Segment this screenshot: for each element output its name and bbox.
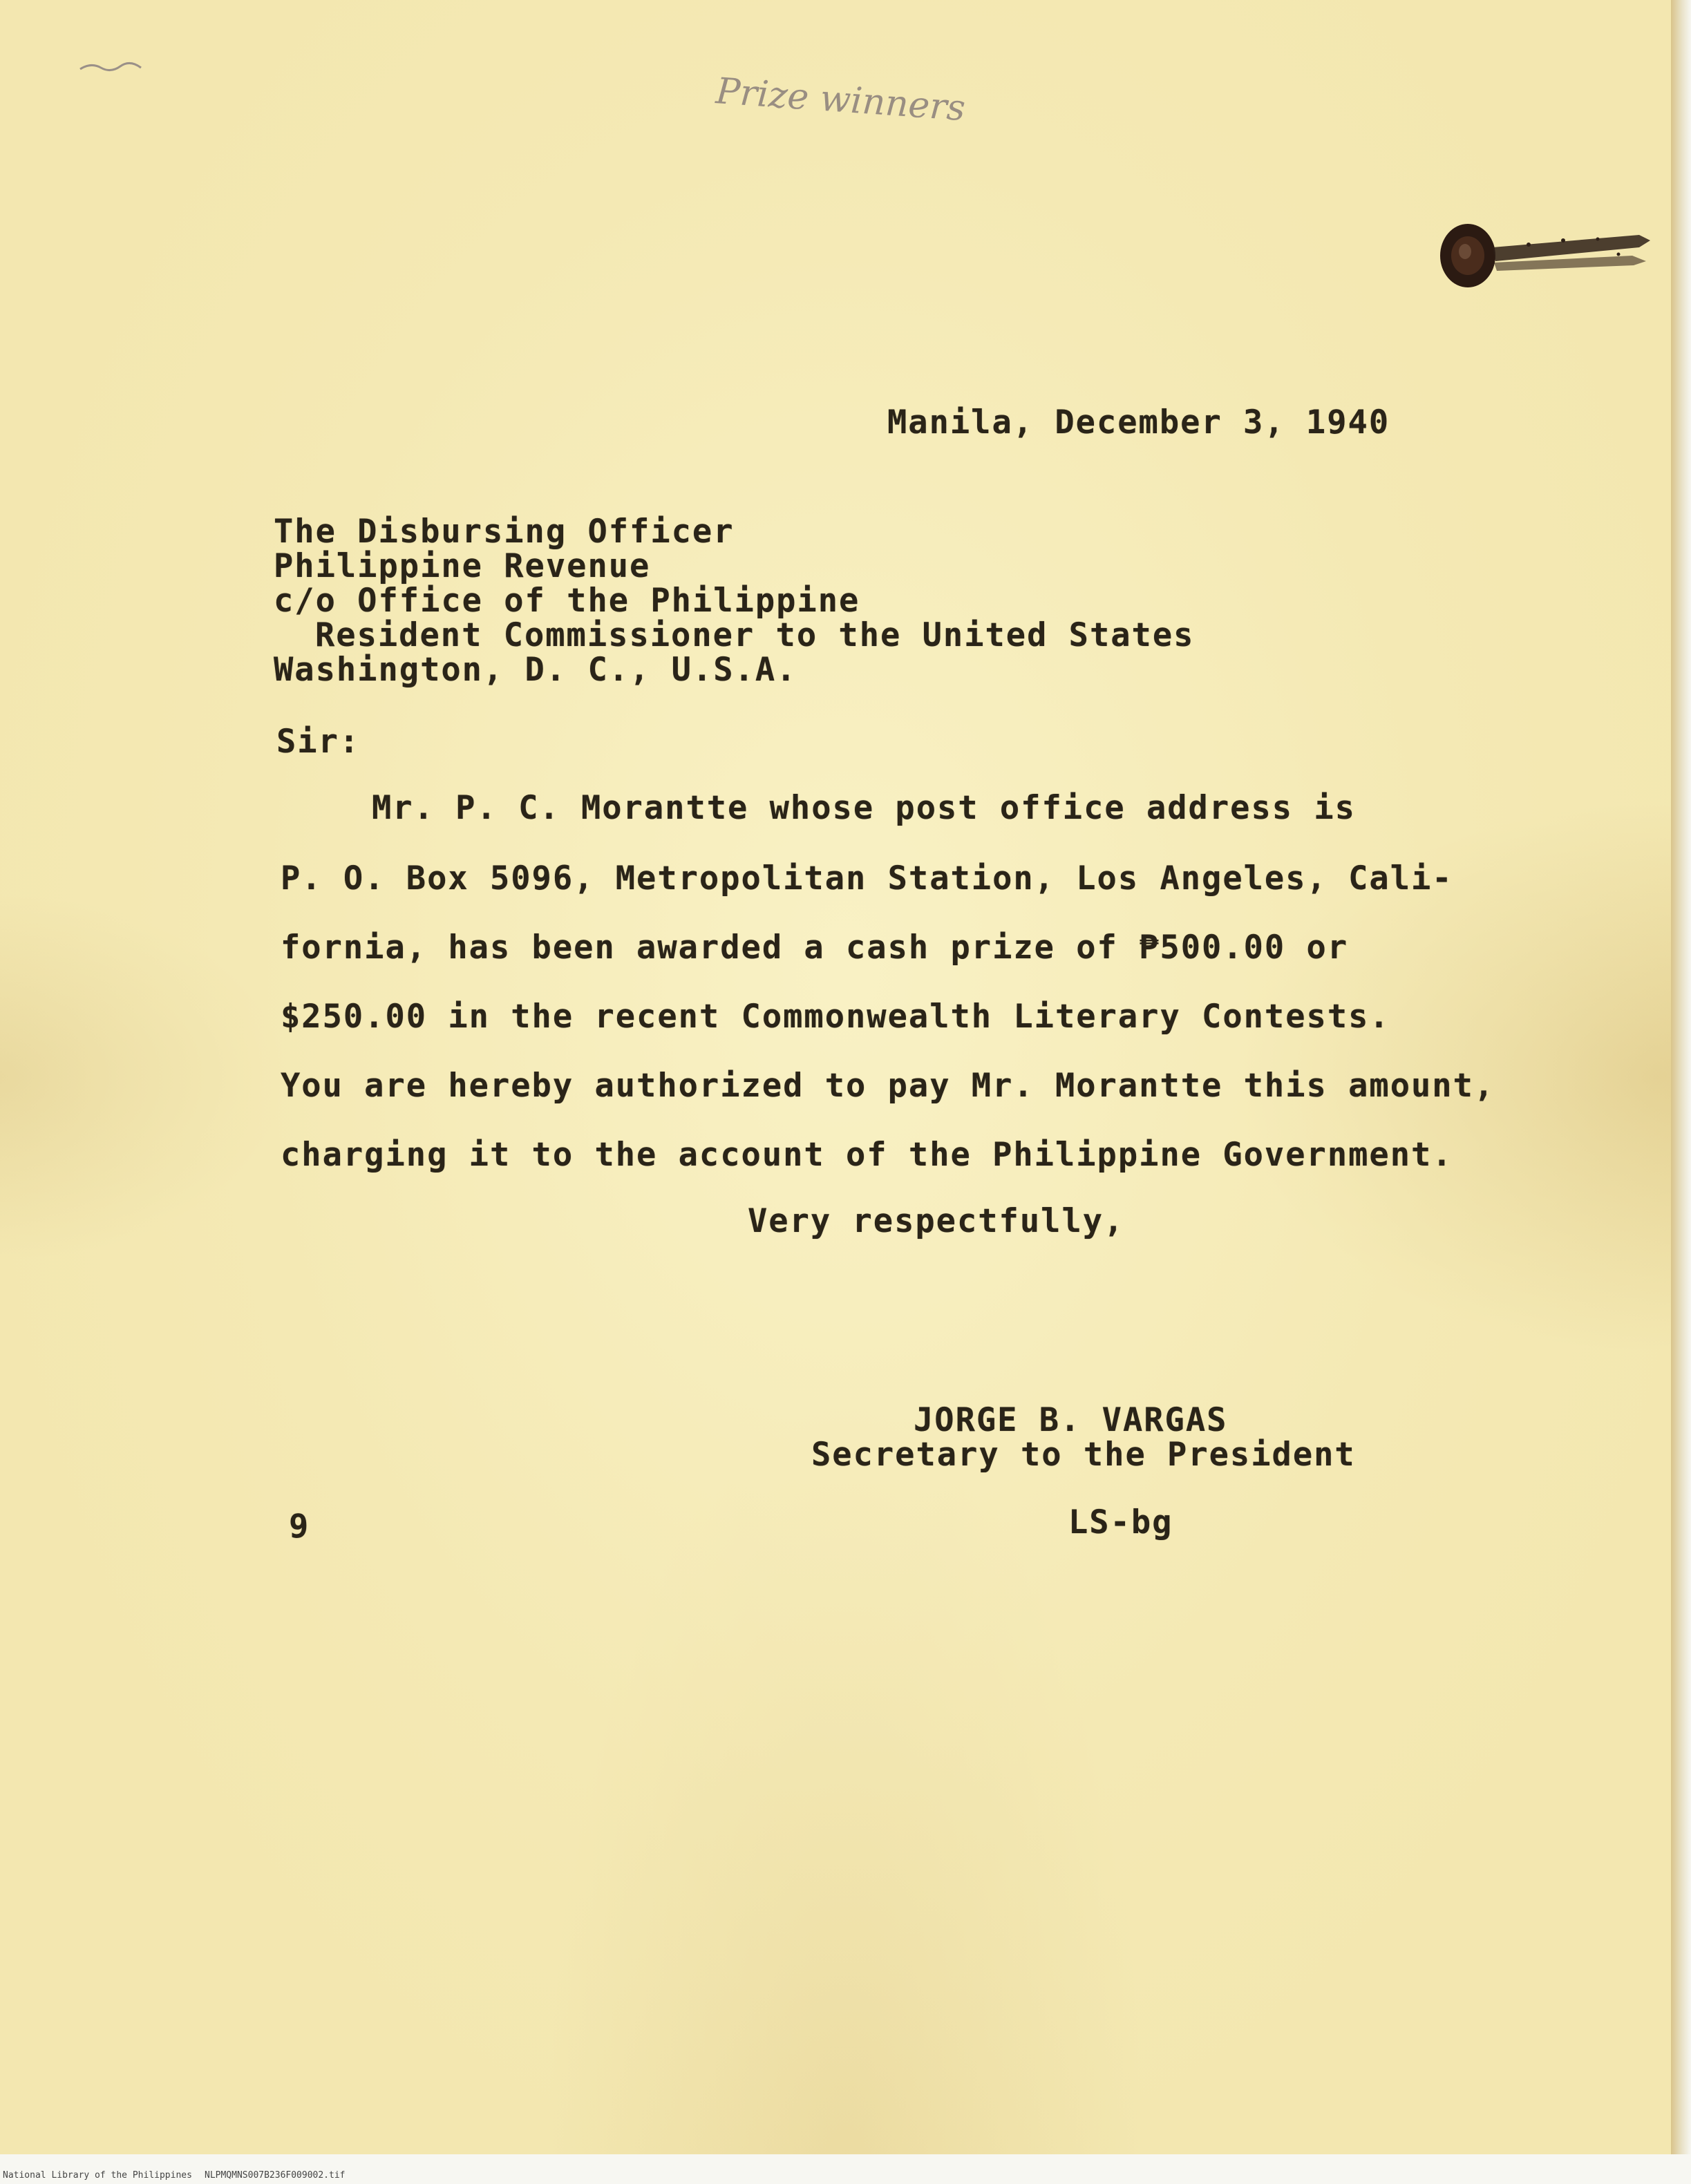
- paper-edge: [1671, 0, 1691, 2154]
- address-line-4: Resident Commissioner to the United States: [315, 616, 1195, 654]
- body-line-5: You are hereby authorized to pay Mr. Morantte this amount,: [281, 1067, 1495, 1105]
- binder-hole-stain-icon: [1432, 220, 1660, 296]
- address-line-2: Philippine Revenue: [274, 547, 651, 585]
- footer-filename: NLPMQMNS007B236F009002.tif: [205, 2170, 346, 2181]
- address-line-5: Washington, D. C., U.S.A.: [274, 651, 797, 689]
- reference-initials: LS-bg: [1068, 1503, 1173, 1541]
- closing: Very respectfully,: [748, 1202, 1125, 1240]
- body-line-3: fornia, has been awarded a cash prize of ₱500.00 or: [281, 929, 1349, 967]
- signer-title: Secretary to the President: [811, 1436, 1356, 1474]
- dateline: Manila, December 3, 1940: [887, 403, 1390, 441]
- page-number: 9: [289, 1508, 310, 1546]
- body-line-2: P. O. Box 5096, Metropolitan Station, Los Angeles, Cali-: [281, 860, 1453, 898]
- signer-name: JORGE B. VARGAS: [914, 1401, 1228, 1439]
- address-line-3: c/o Office of the Philippine: [274, 582, 860, 620]
- handwritten-note: Prize winners: [714, 70, 967, 130]
- address-line-1: The Disbursing Officer: [274, 513, 735, 551]
- footer-source: National Library of the Philippines: [3, 2170, 192, 2181]
- body-line-1: Mr. P. C. Morantte whose post office address is: [372, 789, 1356, 827]
- body-line-4: $250.00 in the recent Commonwealth Literary Contests.: [281, 998, 1390, 1036]
- salutation: Sir:: [276, 723, 361, 761]
- body-line-6: charging it to the account of the Philippine Government.: [281, 1136, 1453, 1174]
- pencil-mark-icon: [77, 59, 144, 75]
